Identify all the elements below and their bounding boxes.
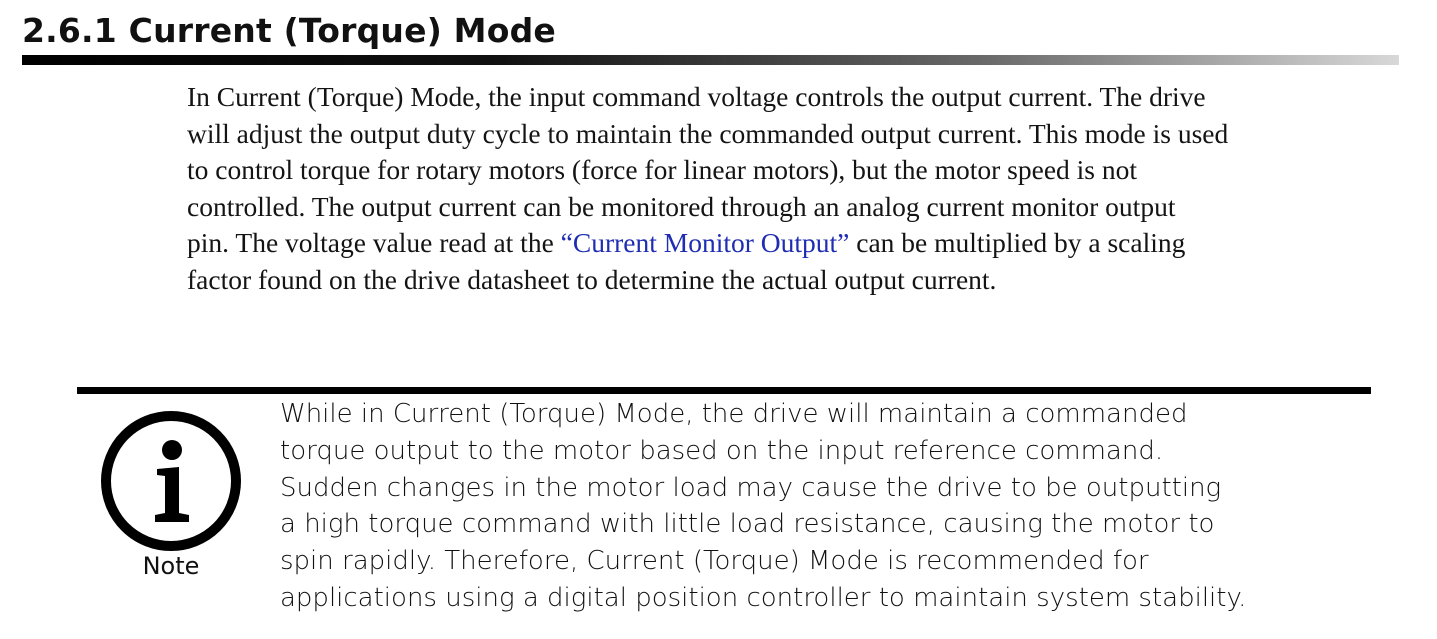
note-line: torque output to the motor based on the input reference command. [280,435,1164,466]
body-line [187,225,1417,262]
section-title: 2.6.1 Current (Torque) Mode [22,11,556,50]
body-line: controlled. The output current can be monitored through an analog current monitor output [187,190,1176,222]
title-underline [22,55,1399,65]
body-paragraph [187,79,1417,299]
note-label: Note [142,552,200,580]
body-line: to control torque for rotary motors (force for linear motors), but the motor speed is not [187,154,1138,186]
note-line: a high torque command with little load resistance, causing the motor to [280,509,1215,540]
body-line: will adjust the output duty cycle to maintain the commanded output current. This mode is used [187,117,1229,149]
current-monitor-output-link[interactable]: “Current Monitor Output” [560,227,850,259]
body-line: In Current (Torque) Mode, the input command voltage controls the output current. The drive [187,81,1206,112]
info-icon [99,409,243,553]
note-divider [77,387,1371,394]
note-line: spin rapidly. Therefore, Current (Torque) Mode is recommended for [280,546,1149,577]
note-text [280,396,1400,617]
note-line: applications using a digital position controller to maintain system stability. [280,582,1247,613]
note-line: Sudden changes in the motor load may cause the drive to be outputting [280,472,1222,503]
body-text-segment: can be multiplied by a scaling [849,227,1186,259]
body-text-segment: pin. The voltage value read at the [187,227,561,259]
note-line: While in Current (Torque) Mode, the drive will maintain a commanded [280,399,1188,429]
body-line: factor found on the drive datasheet to determine the actual output current. [187,263,997,295]
